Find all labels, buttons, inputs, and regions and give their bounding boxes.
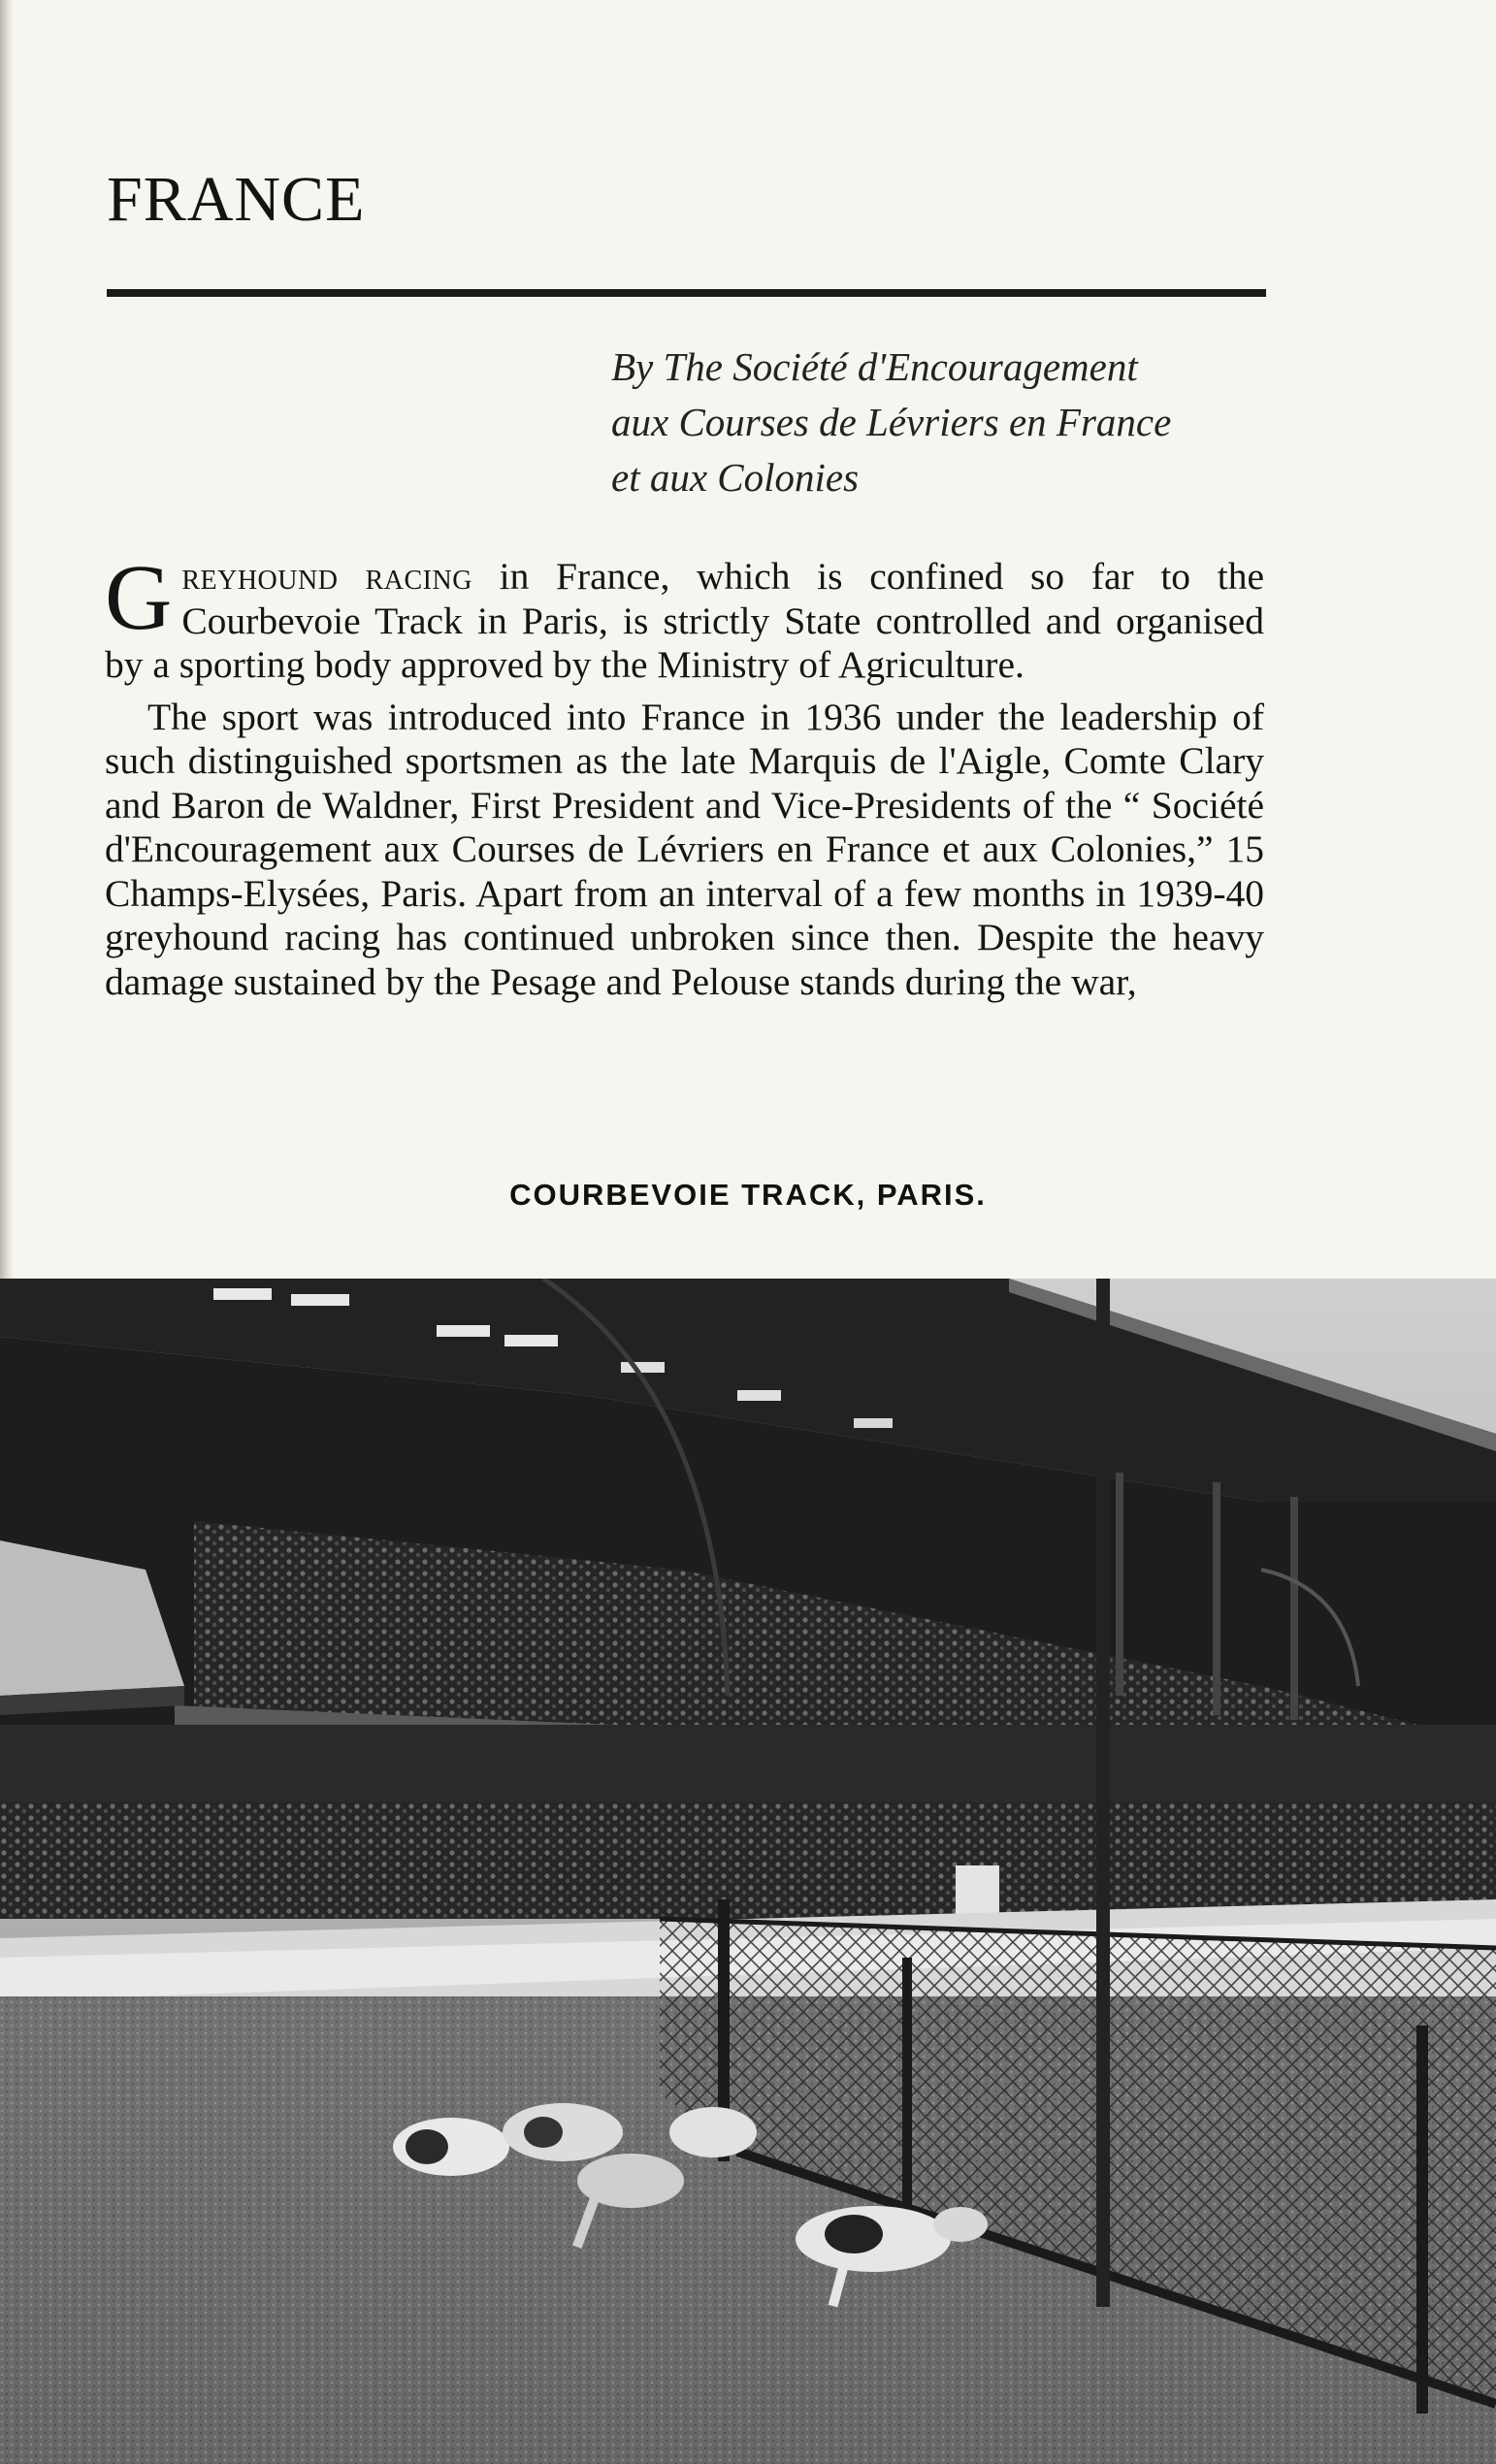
article-body xyxy=(105,545,1264,1004)
paragraph-1 xyxy=(105,545,1264,688)
paragraph-1-text: in France, which is confined so far to the Courbevoie Track in Paris, is strictly State controlled and organised by a sporting body approved by the Ministry of Agriculture. xyxy=(105,555,1264,686)
photo-caption: COURBEVOIE TRACK, PARIS. xyxy=(509,1178,987,1212)
title-rule xyxy=(107,289,1266,297)
lead-in-smallcaps: reyhound racing xyxy=(181,555,472,598)
byline xyxy=(611,340,1290,505)
byline-line: aux Courses de Lévriers en France xyxy=(611,400,1172,444)
page-title: FRANCE xyxy=(107,164,366,235)
byline-line: By The Société d'Encouragement xyxy=(611,344,1138,389)
drop-cap: G xyxy=(105,545,173,649)
byline-line: et aux Colonies xyxy=(611,455,860,500)
track-photograph xyxy=(0,1279,1496,2464)
page-edge-shadow xyxy=(0,0,14,1279)
paragraph-2: The sport was introduced into France in 1936 under the leadership of such distinguished sportsmen as the late Marquis de l'Aigle, Comte Clary and Baron de Waldner, First President and Vice-Presidents of the “ Société d'Encouragement aux Courses de Lévriers en France et aux Colonies,” 15 Champs-Elysées, Paris. Apart from an interval of a few months in 1939-40 greyhound racing has continued unbroken since then. Despite the heavy damage sustained by the Pesage and Pelouse stands during the war, xyxy=(105,695,1264,1003)
